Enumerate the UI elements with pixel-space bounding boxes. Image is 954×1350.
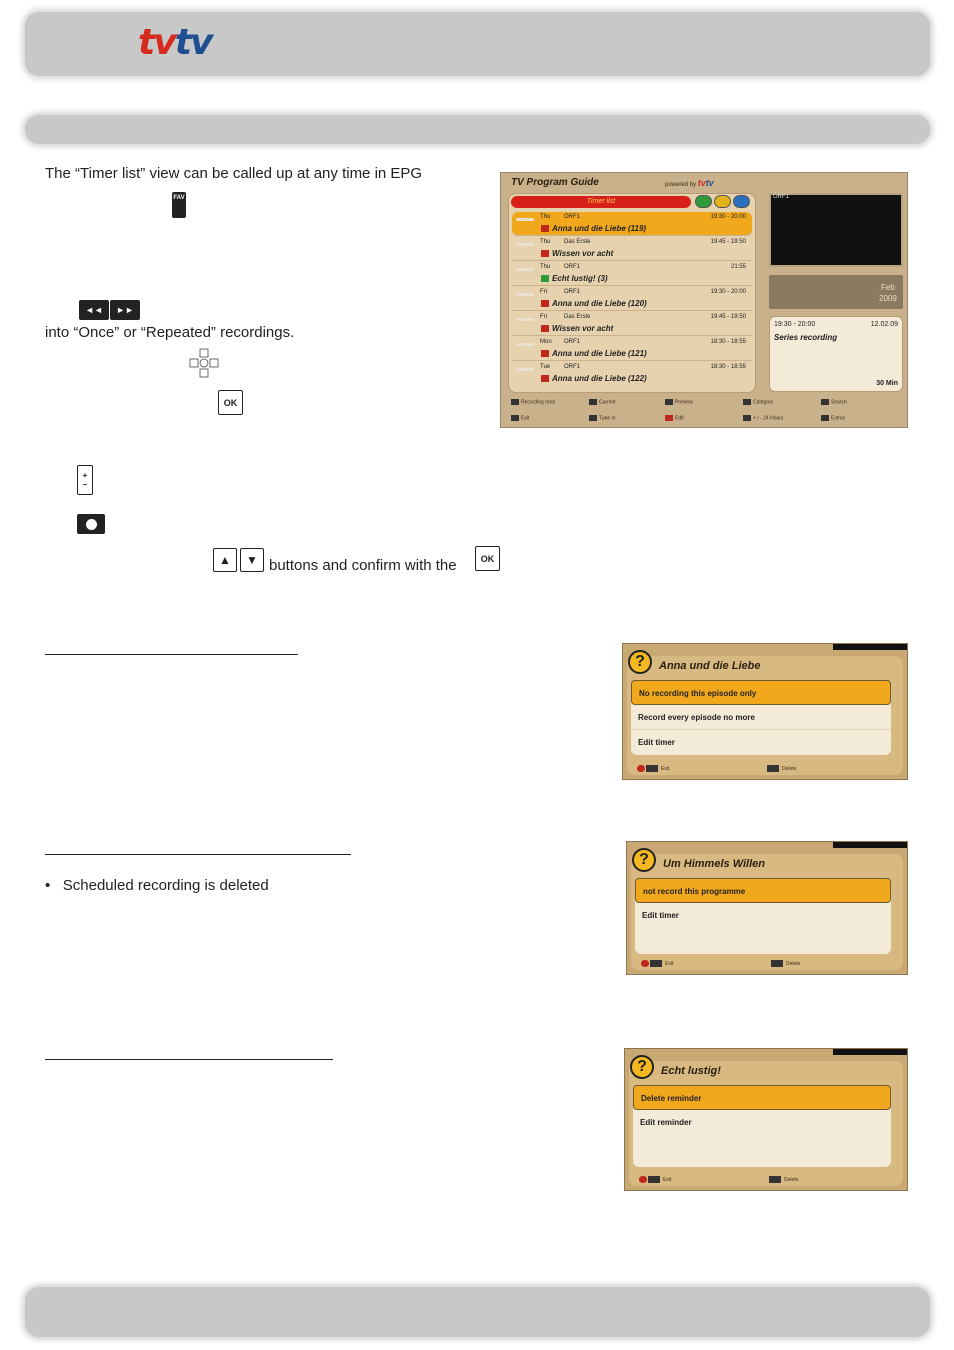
calendar — [769, 275, 903, 309]
dialog-footer: Exit Delete — [639, 1174, 893, 1186]
green-button-icon — [695, 195, 712, 208]
dialog-title: Um Himmels Willen — [663, 858, 765, 870]
dialog-option[interactable]: Delete reminder — [633, 1085, 891, 1110]
calendar-year: 2009 — [879, 294, 897, 303]
section-rule-2 — [45, 854, 351, 855]
dialog-option[interactable]: No recording this episode only — [631, 680, 891, 705]
question-icon: ? — [630, 1055, 654, 1079]
dialog-anna — [622, 643, 908, 780]
section-band — [25, 115, 930, 144]
dialog-option[interactable]: Record every episode no more — [631, 705, 891, 730]
epg-timer-list-screenshot — [500, 172, 908, 428]
yellow-button-icon — [714, 195, 731, 208]
dialog-options — [635, 878, 891, 954]
down-key-icon: ▼ — [240, 548, 264, 572]
dialog-title: Anna und die Liebe — [659, 660, 761, 672]
intro-text: The “Timer list” view can be called up at any time in EPG — [45, 165, 423, 182]
dialog-option[interactable]: not record this programme — [635, 878, 891, 903]
timer-row[interactable]: Mon ORF1 18:30 - 18:55 Anna und die Liebe (121) — [512, 337, 752, 361]
legend-extras: Extras — [821, 415, 845, 421]
ok-key-icon: OK — [218, 390, 243, 415]
once-repeated-text: into “Once” or “Repeated” recordings. — [45, 324, 295, 341]
record-icon — [541, 300, 549, 307]
color-buttons — [695, 195, 750, 208]
timer-row[interactable]: Fri Das Erste 19:45 - 19:50 Wissen vor acht — [512, 312, 752, 336]
confirm-text: buttons and confirm with the — [269, 557, 457, 574]
legend-current: Current — [589, 399, 616, 405]
calendar-month: Feb — [881, 283, 895, 292]
fav-key-icon: FAV — [172, 192, 186, 218]
bullet-item: • Scheduled recording is deleted — [45, 877, 269, 894]
rewind-key-icon: ◄◄ — [79, 300, 109, 320]
dialog-echt-lustig — [624, 1048, 908, 1191]
powered-by: powered by tvtv — [665, 178, 714, 188]
tv-preview — [769, 193, 903, 267]
legend-hours: + / - 24 Hours — [743, 415, 783, 421]
dialog-footer: Exit Delete — [637, 763, 893, 775]
forward-key-icon: ►► — [110, 300, 140, 320]
dialog-options — [631, 680, 891, 755]
timer-row[interactable]: Fri ORF1 19:30 - 20:00 Anna und die Liebe (120) — [512, 287, 752, 311]
record-icon — [541, 225, 549, 232]
reminder-icon — [541, 275, 549, 282]
timer-row[interactable]: Thu ORF1 19:30 - 20:00 Anna und die Liebe (119) — [512, 212, 752, 236]
legend-category: Category — [743, 399, 773, 405]
preview-channel: ORF1 — [773, 194, 790, 200]
legend-exit: Exit — [511, 415, 529, 421]
legend-recording-mode: Recording mod — [511, 399, 555, 405]
legend-preview: Preview — [665, 399, 693, 405]
tvtv-logo: tvtv — [138, 22, 212, 63]
record-icon — [541, 325, 549, 332]
plus-minus-key-icon: + – — [77, 465, 93, 495]
epg-title: TV Program Guide — [511, 177, 599, 188]
dialog-options — [633, 1085, 891, 1167]
legend-edit: Edit — [665, 415, 684, 421]
timer-row[interactable]: Thu Das Erste 19:45 - 19:50 Wissen vor acht — [512, 237, 752, 261]
dialog-footer: Exit Delete — [641, 958, 893, 970]
footer-band — [25, 1287, 930, 1337]
dialog-himmels — [626, 841, 908, 975]
section-rule-1 — [45, 654, 298, 655]
record-key-icon — [77, 514, 105, 534]
dialog-option[interactable]: Edit timer — [642, 911, 679, 920]
dialog-option[interactable]: Edit timer — [638, 738, 675, 747]
ok-key-icon-2: OK — [475, 546, 500, 571]
info-panel: 19:30 - 20:00 12.02.09 Series recording 30 Min — [769, 316, 903, 392]
record-icon — [541, 250, 549, 257]
record-icon — [541, 375, 549, 382]
dialog-title: Echt lustig! — [661, 1065, 721, 1077]
timer-list — [508, 193, 756, 393]
dialog-option[interactable]: Edit reminder — [640, 1118, 692, 1127]
legend-tune-in: Tune in — [589, 415, 616, 421]
record-icon — [541, 350, 549, 357]
timer-row[interactable]: Tue ORF1 18:30 - 18:55 Anna und die Liebe (122) — [512, 362, 752, 386]
navigation-cross-icon — [189, 348, 219, 378]
up-key-icon: ▲ — [213, 548, 237, 572]
blue-button-icon — [733, 195, 750, 208]
timer-list-header: Timer list — [511, 196, 691, 208]
timer-row[interactable]: Thu ORF1 21:55 Echt lustig! (3) — [512, 262, 752, 286]
section-rule-3 — [45, 1059, 333, 1060]
legend-search: Search — [821, 399, 847, 405]
question-icon: ? — [632, 848, 656, 872]
question-icon: ? — [628, 650, 652, 674]
